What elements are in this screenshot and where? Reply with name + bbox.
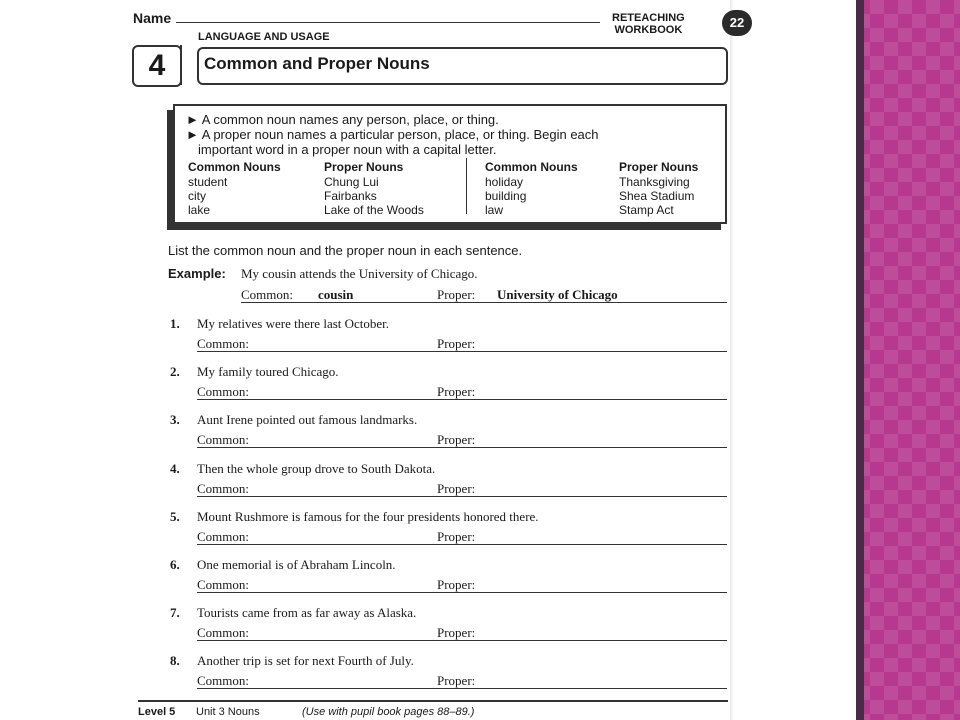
- item-number: 2.: [170, 364, 180, 380]
- rule-common: ► A common noun names any person, place, or thing.: [186, 112, 499, 127]
- header-divider: [180, 45, 182, 85]
- proper-label: Proper:: [437, 528, 476, 544]
- col-header-proper-2: Proper Nouns: [619, 160, 699, 174]
- item-sentence: My relatives were there last October.: [197, 316, 390, 331]
- example-proper-label: Proper:: [437, 287, 476, 302]
- item-number: 8.: [170, 653, 180, 669]
- example-label: Example:: [168, 266, 226, 281]
- example-proper-value: University of Chicago: [497, 287, 618, 302]
- answer-line[interactable]: [197, 688, 727, 689]
- example-sentence: My cousin attends the University of Chicago.: [241, 266, 478, 281]
- footer-unit: Unit 3 Nouns: [196, 706, 260, 718]
- proper-label: Proper:: [437, 673, 476, 689]
- example-word-list: [324, 175, 424, 217]
- workbook-line2: WORKBOOK: [614, 24, 683, 36]
- decorative-side-stripe: [856, 0, 960, 720]
- page-fold-shadow: [730, 0, 734, 720]
- answer-line[interactable]: [197, 399, 727, 400]
- list-item: lake: [188, 203, 211, 217]
- list-item: law: [485, 203, 504, 217]
- section-label: LANGUAGE AND USAGE: [198, 31, 330, 43]
- answer-line[interactable]: [197, 351, 727, 352]
- list-item: Fairbanks: [324, 189, 377, 203]
- common-label: Common:: [197, 673, 250, 689]
- example-word-list: [485, 175, 526, 217]
- item-number: 6.: [170, 557, 180, 572]
- footer-level: Level 5: [138, 706, 176, 718]
- item-sentence: Aunt Irene pointed out famous landmarks.: [197, 412, 418, 428]
- item-sentence: One memorial is of Abraham Lincoln.: [197, 557, 396, 572]
- workbook-label: [612, 12, 685, 36]
- common-label: Common:: [197, 528, 250, 544]
- footer-rule: [138, 700, 728, 702]
- proper-label: Proper:: [437, 384, 476, 400]
- answer-line[interactable]: [197, 496, 727, 497]
- proper-label: Proper:: [437, 577, 476, 592]
- item-number: 4.: [170, 460, 180, 476]
- list-item: building: [485, 189, 527, 203]
- example-word-list: [188, 175, 227, 217]
- list-item: Thanksgiving: [619, 175, 690, 189]
- answer-line[interactable]: [197, 544, 727, 545]
- name-label: Name: [133, 10, 172, 26]
- item-sentence: Then the whole group drove to South Dakota.: [197, 460, 436, 476]
- example-answer-line: [241, 302, 727, 303]
- col-header-proper-1: Proper Nouns: [324, 160, 404, 174]
- col-header-common-1: Common Nouns: [188, 160, 281, 174]
- item-sentence: Another trip is set for next Fourth of July.: [197, 653, 414, 669]
- lesson-title: Common and Proper Nouns: [204, 54, 430, 73]
- common-label: Common:: [197, 432, 250, 448]
- list-item: student: [188, 175, 228, 189]
- answer-line[interactable]: [197, 640, 727, 641]
- common-label: Common:: [197, 577, 250, 592]
- answer-line[interactable]: [197, 592, 727, 593]
- common-label: Common:: [197, 336, 250, 351]
- workbook-line1: RETEACHING: [612, 12, 685, 24]
- rule-proper-text: A proper noun names a particular person, place, or thing. Begin each: [201, 127, 599, 142]
- rule-common-text: A common noun names any person, place, or thing.: [201, 112, 499, 127]
- item-sentence: My family toured Chicago.: [197, 364, 339, 380]
- proper-label: Proper:: [437, 480, 476, 496]
- item-sentence: Tourists came from as far away as Alaska.: [197, 605, 417, 621]
- rule-proper-cont: important word in a proper noun with a capital letter.: [198, 142, 497, 157]
- item-number: 5.: [170, 508, 180, 524]
- footer-note: (Use with pupil book pages 88–89.): [302, 706, 475, 718]
- table-divider: [466, 158, 467, 214]
- example-common-value: cousin: [318, 287, 354, 302]
- item-number: 7.: [170, 605, 180, 621]
- proper-label: Proper:: [437, 336, 476, 351]
- rule-proper: ► A proper noun names a particular person, place, or thing. Begin each: [186, 127, 599, 142]
- list-item: Lake of the Woods: [324, 203, 424, 217]
- example-word-list: [619, 175, 694, 217]
- list-item: Stamp Act: [619, 203, 674, 217]
- list-item: Shea Stadium: [619, 189, 695, 203]
- proper-label: Proper:: [437, 432, 476, 448]
- list-item: city: [188, 189, 206, 203]
- list-item: Chung Lui: [324, 175, 379, 189]
- example-common-label: Common:: [241, 287, 294, 302]
- answer-line[interactable]: [197, 447, 727, 448]
- instructions: List the common noun and the proper noun in each sentence.: [168, 243, 523, 258]
- name-line: [176, 22, 600, 23]
- common-label: Common:: [197, 480, 250, 496]
- col-header-common-2: Common Nouns: [485, 160, 578, 174]
- list-item: holiday: [485, 175, 524, 189]
- common-label: Common:: [197, 384, 250, 400]
- item-number: 1.: [170, 316, 180, 331]
- proper-label: Proper:: [437, 625, 476, 641]
- item-sentence: Mount Rushmore is famous for the four presidents honored there.: [197, 508, 539, 524]
- item-number: 3.: [170, 412, 180, 428]
- lesson-number: 4: [132, 45, 182, 87]
- common-label: Common:: [197, 625, 250, 641]
- page-number-badge: 22: [722, 10, 752, 36]
